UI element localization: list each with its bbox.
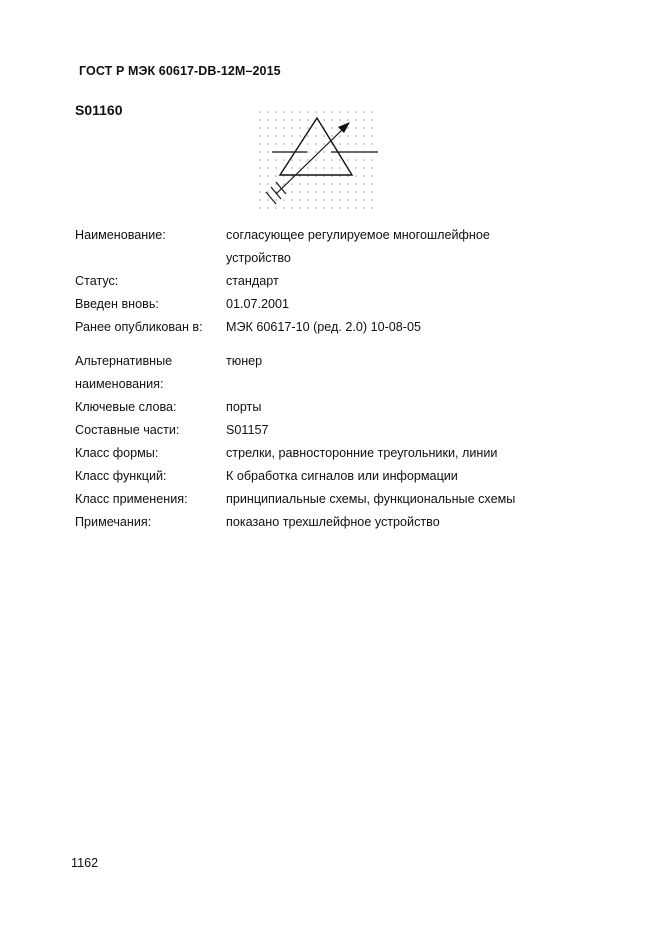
field-label: Класс функций: [75,469,167,483]
field-value: 01.07.2001 [226,297,290,311]
field-label: Введен вновь: [75,297,159,311]
grid-dot [363,183,365,185]
grid-dot [339,167,341,169]
grid-dot [371,167,373,169]
field-label: Класс применения: [75,492,188,506]
grid-dot [259,167,261,169]
grid-dot [315,143,317,145]
grid-dot [347,119,349,121]
grid-dot [331,119,333,121]
grid-dot [291,199,293,201]
grid-dot [363,199,365,201]
grid-dot [299,207,301,209]
field-label-line: Альтернативные [75,354,173,368]
grid-dot [307,151,309,153]
grid-dot [291,167,293,169]
grid-dot [323,207,325,209]
grid-dot [331,183,333,185]
grid-dot [363,119,365,121]
field-value: принципиальные схемы, функциональные схемы [226,492,516,506]
grid-dot [315,167,317,169]
grid-dot [315,183,317,185]
grid-dot [259,143,261,145]
grid-dot [307,191,309,193]
grid-dot [363,159,365,161]
grid-dot [355,143,357,145]
grid-dot [291,183,293,185]
field-label: Примечания: [75,515,152,529]
grid-dot [371,119,373,121]
grid-dot [267,159,269,161]
field-label: Наименование: [75,228,166,242]
grid-dot [323,151,325,153]
grid-dot [323,119,325,121]
field-value: К обработка сигналов или информации [226,469,458,483]
grid-dot [283,127,285,129]
grid-dot [371,191,373,193]
field-value: МЭК 60617-10 (ред. 2.0) 10-08-05 [226,320,421,334]
grid-dot [259,199,261,201]
grid-dot [355,167,357,169]
field-value [226,224,615,270]
grid-dot [291,135,293,137]
grid-dot [331,135,333,137]
grid-dot [307,119,309,121]
grid-dot [323,135,325,137]
grid-dot [291,119,293,121]
grid-dot [307,167,309,169]
grid-dot [323,143,325,145]
grid-dot [363,167,365,169]
grid-dot [331,207,333,209]
grid-dot [331,127,333,129]
grid-dot [331,159,333,161]
field-row-previously-published [75,316,615,339]
grid-dot [323,159,325,161]
grid-dot [267,207,269,209]
grid-dot [291,127,293,129]
grid-dot [275,127,277,129]
grid-dot [315,135,317,137]
grid-dot [259,119,261,121]
field-label: Ранее опубликован в: [75,320,203,334]
grid-dot [315,111,317,113]
grid-dot [339,143,341,145]
grid-dot [371,127,373,129]
grid-dot [307,143,309,145]
grid-dot [299,135,301,137]
grid-dot [315,207,317,209]
grid-dot [259,159,261,161]
grid-dot [355,207,357,209]
grid-dot [267,191,269,193]
grid-dot [347,111,349,113]
grid-dot [355,111,357,113]
symbol-arrow-shaft [276,128,344,194]
grid-dot [259,135,261,137]
field-label-line: наименования: [75,377,164,391]
grid-dot [347,191,349,193]
grid-dot [363,111,365,113]
field-label: Ключевые слова: [75,400,177,414]
grid-dot [275,111,277,113]
grid-dot [323,167,325,169]
field-value: показано трехшлейфное устройство [226,515,440,529]
grid-dot [299,119,301,121]
grid-dot [331,111,333,113]
grid-dot [323,199,325,201]
grid-dot [355,127,357,129]
grid-dot [347,127,349,129]
document-header: ГОСТ Р МЭК 60617-DB-12M–2015 [79,64,281,78]
field-value: S01157 [226,423,269,437]
grid-dot [315,151,317,153]
field-label: Статус: [75,274,119,288]
grid-dot [267,127,269,129]
grid-dot [267,119,269,121]
grid-dot [299,127,301,129]
grid-dot [275,175,277,177]
grid-dot [363,191,365,193]
grid-dot [307,111,309,113]
grid-dot [315,159,317,161]
grid-dot [259,207,261,209]
grid-dot [267,151,269,153]
field-list [75,224,615,534]
grid-dot [339,207,341,209]
grid-dot [315,191,317,193]
field-value-line: согласующее регулируемое многошлейфное [226,228,490,242]
grid-dot [307,127,309,129]
grid-dot [259,175,261,177]
grid-dot [339,119,341,121]
grid-dot [275,199,277,201]
grid-dot [323,183,325,185]
grid-dot [283,111,285,113]
grid-dot [283,207,285,209]
grid-dot [291,207,293,209]
grid-dot [259,183,261,185]
grid-dot [363,207,365,209]
grid-dot [283,143,285,145]
grid-dot [371,135,373,137]
grid-dot [267,143,269,145]
grid-dot [347,207,349,209]
grid-dot [267,199,269,201]
grid-dot [331,199,333,201]
grid-dot [307,199,309,201]
grid-dot [371,143,373,145]
field-value: тюнер [226,354,263,368]
grid-dot [307,159,309,161]
grid-dot [299,183,301,185]
grid-dot [275,167,277,169]
grid-dot [347,143,349,145]
field-row-introduced [75,293,615,316]
grid-dot [259,127,261,129]
grid-dot [283,183,285,185]
grid-dot [371,199,373,201]
grid-dot [347,135,349,137]
grid-dot [347,183,349,185]
grid-dot [355,119,357,121]
grid-dot [339,159,341,161]
field-label: Составные части: [75,423,180,437]
field-value: порты [226,400,262,414]
grid-dot [259,191,261,193]
grid-dot [347,159,349,161]
grid-dot [339,191,341,193]
field-label [75,350,226,396]
grid-dot [275,119,277,121]
grid-dot [355,199,357,201]
grid-dot [363,127,365,129]
grid-dot [275,143,277,145]
grid-dot [323,191,325,193]
field-row-notes [75,511,615,534]
grid-dot [299,159,301,161]
grid-dot [275,135,277,137]
grid-dot [355,191,357,193]
symbol-code: S01160 [75,102,123,118]
page-number: 1162 [71,856,99,870]
field-value-line: устройство [226,251,291,265]
grid-dot [291,159,293,161]
grid-dot [339,183,341,185]
field-row-application-class [75,488,615,511]
grid-dot [371,183,373,185]
grid-dot [299,191,301,193]
grid-dot [331,191,333,193]
grid-dot [355,175,357,177]
grid-dot [363,135,365,137]
grid-dot [283,119,285,121]
tuner-symbol-graphic [252,108,382,218]
field-label: Класс формы: [75,446,159,460]
grid-dot [339,199,341,201]
grid-dot [363,175,365,177]
grid-dot [307,183,309,185]
field-row-status [75,270,615,293]
grid-dot [291,191,293,193]
grid-dot [291,143,293,145]
grid-dot [339,135,341,137]
grid-dot [267,135,269,137]
grid-dot [283,159,285,161]
grid-dot [275,207,277,209]
grid-dot [355,183,357,185]
field-row-alternative-names [75,350,615,396]
grid-dot [307,207,309,209]
grid-dot [291,111,293,113]
grid-dot [331,167,333,169]
field-row-name [75,224,615,270]
field-value: стрелки, равносторонние треугольники, линии [226,446,498,460]
grid-dot [355,135,357,137]
grid-dot [363,143,365,145]
grid-dot [267,175,269,177]
grid-dot [299,167,301,169]
grid-dot [259,151,261,153]
grid-dot [267,183,269,185]
grid-dot [283,199,285,201]
grid-dot [315,127,317,129]
grid-dot [371,111,373,113]
grid-dot [323,111,325,113]
grid-dot [339,111,341,113]
grid-dot [267,111,269,113]
grid-dot [371,159,373,161]
grid-dot [267,167,269,169]
grid-dot [299,199,301,201]
field-row-components [75,419,615,442]
field-row-keywords [75,396,615,419]
grid-dot [283,135,285,137]
grid-dot [371,207,373,209]
field-row-function-class [75,465,615,488]
grid-dot [259,111,261,113]
grid-dot [275,159,277,161]
grid-dot [307,135,309,137]
grid-dot [347,199,349,201]
grid-dot [371,175,373,177]
grid-dot [299,111,301,113]
field-row-shape-class [75,442,615,465]
field-value: стандарт [226,274,279,288]
grid-dot [355,159,357,161]
grid-dot [315,199,317,201]
